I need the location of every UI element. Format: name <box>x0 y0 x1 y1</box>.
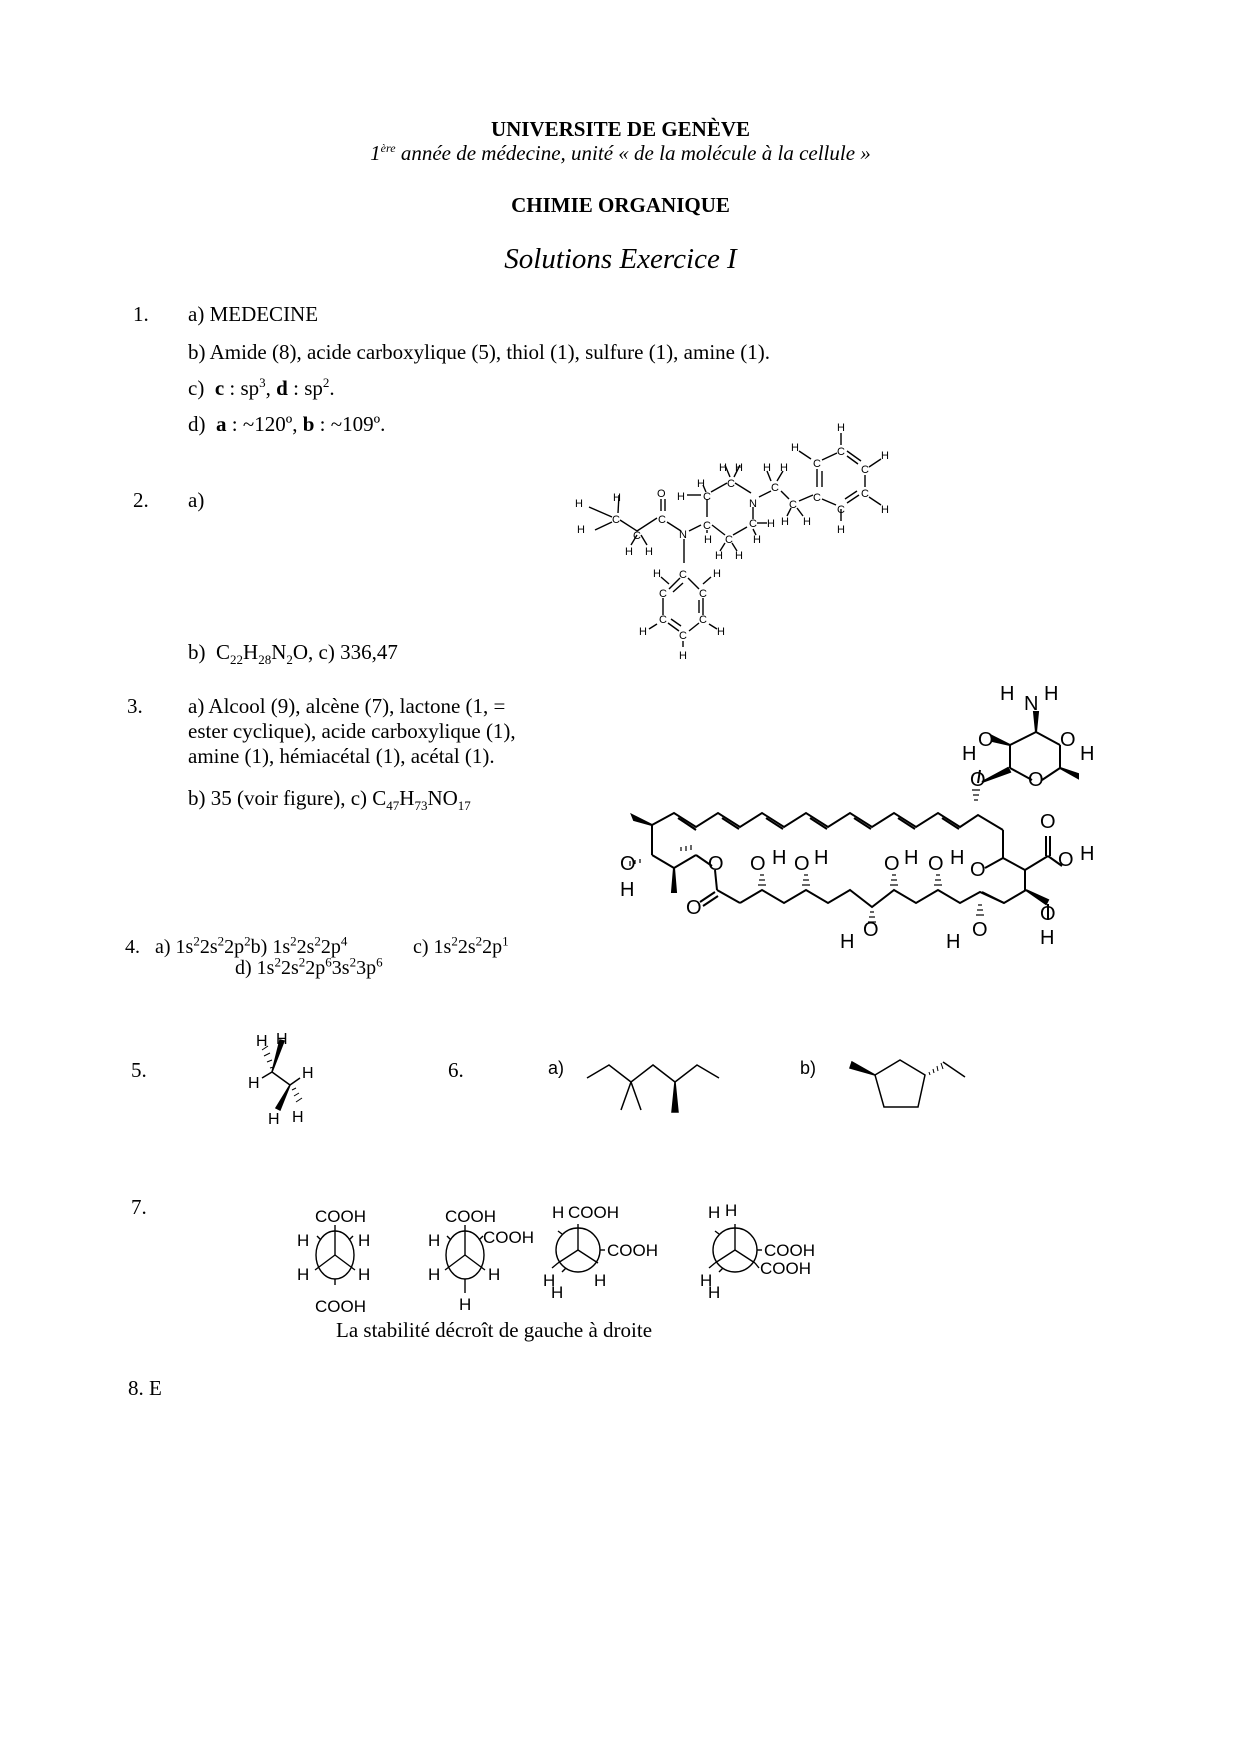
svg-text:C: C <box>725 534 733 546</box>
svg-text:H: H <box>700 1271 713 1290</box>
svg-text:O: O <box>884 853 900 875</box>
svg-text:COOH: COOH <box>483 1228 534 1247</box>
fentanyl-structure <box>575 415 900 662</box>
svg-text:H: H <box>551 1283 564 1302</box>
svg-text:O: O <box>794 853 810 875</box>
svg-text:H: H <box>840 931 855 953</box>
q2-answer-a: a) <box>188 488 205 512</box>
svg-text:H: H <box>780 462 788 474</box>
svg-text:H: H <box>904 847 919 869</box>
svg-text:H: H <box>704 534 712 546</box>
svg-text:C: C <box>659 588 667 600</box>
newman-projections <box>260 1190 900 1320</box>
q4-answer-d: d) $1s^22s^22p^63s^23p^6$ <box>235 954 383 979</box>
svg-text:C: C <box>612 514 620 526</box>
q3-answer-bc: b) 35 (voir figure), c) $C_{47}H_{73}NO_{17}$ <box>188 786 471 814</box>
svg-text:H: H <box>1000 683 1015 705</box>
svg-text:H: H <box>297 1265 310 1284</box>
university-title: UNIVERSITE DE GENÈVE <box>490 117 751 141</box>
svg-text:O: O <box>972 919 988 941</box>
svg-text:O: O <box>1028 769 1044 791</box>
svg-text:O: O <box>970 769 986 791</box>
svg-text:COOH: COOH <box>764 1241 815 1260</box>
svg-text:O: O <box>863 919 879 941</box>
svg-text:H: H <box>1080 843 1095 865</box>
page-title: Solutions Exercice I <box>504 243 737 275</box>
svg-text:H: H <box>767 518 775 530</box>
svg-text:O: O <box>620 853 636 875</box>
ethane-wedge-structure <box>240 1030 340 1130</box>
svg-text:C: C <box>659 614 667 626</box>
svg-text:H: H <box>358 1265 371 1284</box>
svg-text:C: C <box>679 630 687 642</box>
svg-text:H: H <box>772 847 787 869</box>
svg-text:C: C <box>703 491 711 503</box>
q3-answer-a: a) Alcool (9), alcène (7), lactone (1, = ester cyclique), acide carboxylique (1), amine (1), hémiacétal (1), acétal (1). <box>188 694 516 768</box>
svg-text:H: H <box>488 1265 501 1284</box>
q3-number: 3. <box>127 694 143 718</box>
svg-text:H: H <box>803 516 811 528</box>
svg-text:H: H <box>881 504 889 516</box>
q1-answer-d: d) a : ~120º, b : ~109º. <box>188 412 386 436</box>
svg-text:C: C <box>727 478 735 490</box>
svg-text:H: H <box>791 442 799 454</box>
svg-text:H: H <box>268 1111 280 1128</box>
svg-text:H: H <box>715 550 723 562</box>
svg-text:H: H <box>543 1271 556 1290</box>
svg-text:C: C <box>699 614 707 626</box>
svg-text:H: H <box>946 931 961 953</box>
svg-text:H: H <box>428 1231 441 1250</box>
amphotericin-b-structure <box>600 670 1120 960</box>
svg-text:H: H <box>725 1201 738 1220</box>
svg-text:O: O <box>970 859 986 881</box>
svg-text:H: H <box>1044 683 1059 705</box>
svg-text:H: H <box>719 462 727 474</box>
svg-text:C: C <box>837 504 845 516</box>
svg-text:O: O <box>657 488 666 500</box>
q6-label-a: a) <box>548 1058 565 1078</box>
q7-number: 7. <box>131 1195 147 1219</box>
svg-text:H: H <box>837 422 845 434</box>
svg-text:O: O <box>750 853 766 875</box>
svg-text:N: N <box>679 529 687 541</box>
svg-text:H: H <box>1080 743 1095 765</box>
svg-text:H: H <box>781 516 789 528</box>
svg-text:H: H <box>735 462 743 474</box>
svg-text:H: H <box>302 1065 314 1082</box>
svg-text:H: H <box>881 450 889 462</box>
q4-answer-c: c) $1s^22s^22p^1$ <box>413 933 509 958</box>
svg-text:C: C <box>837 446 845 458</box>
svg-text:H: H <box>679 650 687 662</box>
course-subtitle: 1ère année de médecine, unité « de la molécule à la cellule » <box>370 141 871 165</box>
svg-text:C: C <box>679 569 687 581</box>
svg-text:COOH: COOH <box>607 1241 658 1260</box>
alkane-skeletal-structure <box>580 1060 760 1125</box>
svg-text:C: C <box>699 588 707 600</box>
svg-text:C: C <box>861 464 869 476</box>
svg-text:H: H <box>708 1203 721 1222</box>
svg-text:C: C <box>813 492 821 504</box>
svg-text:H: H <box>735 550 743 562</box>
q1-answer-c: c) c : $sp^3$, d : $sp^2$. <box>188 375 335 400</box>
q6-label-b: b) <box>800 1058 817 1078</box>
svg-text:O: O <box>708 853 724 875</box>
svg-text:H: H <box>763 462 771 474</box>
svg-text:N: N <box>749 498 757 510</box>
q4-line-1: 4. a) $1s^22s^22p^2b$) $1s^22s^22p^4$ <box>125 933 348 958</box>
svg-text:H: H <box>459 1295 472 1314</box>
svg-text:H: H <box>814 847 829 869</box>
q2-answer-bc: b) $C_{22}H_{28}N_2O$, c) 336,47 <box>188 640 398 668</box>
svg-text:H: H <box>837 524 845 536</box>
cyclopentane-skeletal-structure <box>840 1050 1000 1130</box>
svg-text:O: O <box>1040 903 1056 925</box>
q8-answer: 8. E <box>128 1376 162 1400</box>
svg-text:H: H <box>708 1283 721 1302</box>
q1-number: 1. <box>133 302 149 326</box>
svg-text:O: O <box>1058 849 1074 871</box>
svg-text:C: C <box>703 520 711 532</box>
svg-text:C: C <box>749 518 757 530</box>
svg-text:COOH: COOH <box>568 1203 619 1222</box>
svg-text:C: C <box>658 514 666 526</box>
svg-text:N: N <box>1024 693 1039 715</box>
svg-text:H: H <box>292 1109 304 1126</box>
svg-text:H: H <box>575 498 583 510</box>
course-name: CHIMIE ORGANIQUE <box>511 193 730 217</box>
svg-text:H: H <box>753 534 761 546</box>
q5-number: 5. <box>131 1058 147 1082</box>
svg-text:H: H <box>713 568 721 580</box>
q7-caption: La stabilité décroît de gauche à droite <box>336 1318 653 1342</box>
svg-text:H: H <box>428 1265 441 1284</box>
q1-answer-a: a) MEDECINE <box>188 302 319 326</box>
svg-text:O: O <box>686 897 702 919</box>
svg-text:O: O <box>1060 729 1076 751</box>
svg-text:C: C <box>813 458 821 470</box>
svg-text:H: H <box>639 626 647 638</box>
svg-text:H: H <box>297 1231 310 1250</box>
q6-number: 6. <box>448 1058 464 1082</box>
svg-text:COOH: COOH <box>445 1207 496 1226</box>
svg-text:H: H <box>625 546 633 558</box>
svg-text:H: H <box>1040 927 1055 949</box>
svg-text:H: H <box>594 1271 607 1290</box>
svg-text:H: H <box>677 491 685 503</box>
svg-text:H: H <box>962 743 977 765</box>
svg-text:H: H <box>717 626 725 638</box>
svg-text:COOH: COOH <box>315 1297 366 1316</box>
svg-text:H: H <box>620 879 635 901</box>
q1-answer-b: b) Amide (8), acide carboxylique (5), thiol (1), sulfure (1), amine (1). <box>188 340 770 364</box>
svg-text:H: H <box>276 1031 288 1048</box>
svg-text:C: C <box>633 530 641 542</box>
svg-text:H: H <box>653 568 661 580</box>
svg-text:H: H <box>577 524 585 536</box>
svg-text:H: H <box>645 546 653 558</box>
svg-text:COOH: COOH <box>315 1207 366 1226</box>
svg-text:H: H <box>697 478 705 490</box>
svg-text:H: H <box>950 847 965 869</box>
svg-text:C: C <box>861 488 869 500</box>
svg-text:COOH: COOH <box>760 1259 811 1278</box>
svg-text:H: H <box>256 1033 268 1050</box>
svg-text:H: H <box>613 492 621 504</box>
q2-number: 2. <box>133 488 149 512</box>
svg-text:C: C <box>789 499 797 511</box>
svg-text:H: H <box>248 1075 260 1092</box>
svg-text:O: O <box>1040 811 1056 833</box>
svg-text:O: O <box>978 729 994 751</box>
svg-text:O: O <box>928 853 944 875</box>
svg-text:H: H <box>552 1203 565 1222</box>
svg-text:H: H <box>358 1231 371 1250</box>
svg-text:C: C <box>771 482 779 494</box>
